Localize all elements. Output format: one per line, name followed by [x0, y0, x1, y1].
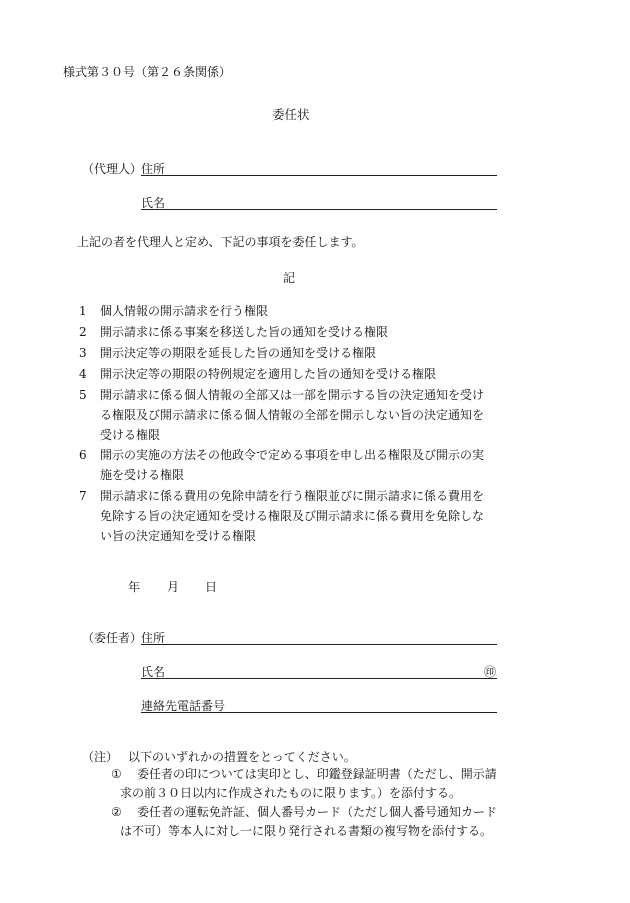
note-intro: 以下のいずれかの措置をとってください。 [128, 750, 356, 764]
item-number: 4 [79, 367, 87, 381]
agent-name-field[interactable] [141, 209, 497, 210]
principal-name-label: 氏名 [141, 665, 166, 679]
principal-phone-label: 連絡先電話番号 [141, 699, 226, 713]
principal-address-field[interactable] [141, 644, 497, 645]
seal-mark-icon: ㊞ [484, 665, 497, 679]
agent-name-label: 氏名 [141, 196, 166, 210]
principal-phone-field[interactable] [141, 712, 497, 713]
date-month: 月 [167, 580, 180, 594]
note-line: は不可）等本人に対し一に限り発行される書類の複写物を添付する。 [120, 824, 493, 838]
item-line: 開示請求に係る個人情報の全部又は一部を開示する旨の決定通知を受け [100, 388, 485, 402]
item-number: 5 [79, 388, 87, 402]
item-line: 受ける権限 [100, 428, 161, 442]
item-line: 開示決定等の期限の特例規定を適用した旨の通知を受ける権限 [100, 367, 437, 381]
date-day: 日 [205, 580, 218, 594]
note-mark: ② [111, 805, 122, 819]
note-mark: ① [111, 767, 122, 781]
item-line: 開示決定等の期限を延長した旨の通知を受ける権限 [100, 346, 377, 360]
item-number: 7 [79, 489, 87, 503]
agent-address-field[interactable] [141, 175, 497, 176]
item-number: 3 [79, 346, 87, 360]
item-line: る権限及び開示請求に係る個人情報の全部を開示しない旨の決定通知を [100, 408, 485, 422]
item-line: 開示請求に係る事案を移送した旨の通知を受ける権限 [100, 325, 389, 339]
item-number: 2 [79, 325, 87, 339]
item-line: い旨の決定通知を受ける権限 [100, 529, 257, 543]
note-line: 求の前３０日以内に作成されたものに限ります。）を添付する。 [120, 786, 462, 800]
principal-address-label: 住所 [141, 631, 166, 645]
principal-name-field[interactable] [141, 678, 497, 679]
note-line: 委任者の運転免許証、個人番号カード（ただし個人番号通知カード [137, 805, 498, 819]
note-line: 委任者の印については実印とし、印鑑登録証明書（ただし、開示請 [137, 767, 497, 781]
item-line: 個人情報の開示請求を行う権限 [100, 304, 269, 318]
delegation-statement: 上記の者を代理人と定め、下記の事項を委任します。 [77, 235, 364, 249]
agent-label: （代理人） [82, 162, 143, 176]
item-line: 開示請求に係る費用の免除申請を行う権限並びに開示請求に係る費用を [100, 489, 485, 503]
document-title: 委任状 [272, 107, 310, 122]
item-number: 1 [79, 304, 87, 318]
item-number: 6 [79, 448, 87, 462]
note-label: （注） [82, 750, 119, 764]
agent-address-label: 住所 [141, 162, 166, 176]
principal-label: （委任者） [82, 631, 143, 645]
item-line: 免除する旨の決定通知を受ける権限及び開示請求に係る費用を免除しな [100, 509, 485, 523]
form-number: 様式第３０号（第２６条関係） [63, 65, 232, 79]
ki-heading: 記 [283, 271, 296, 285]
item-line: 開示の実施の方法その他政令で定める事項を申し出る権限及び開示の実 [100, 448, 485, 462]
date-year: 年 [128, 580, 141, 594]
item-line: 施を受ける権限 [100, 468, 185, 482]
